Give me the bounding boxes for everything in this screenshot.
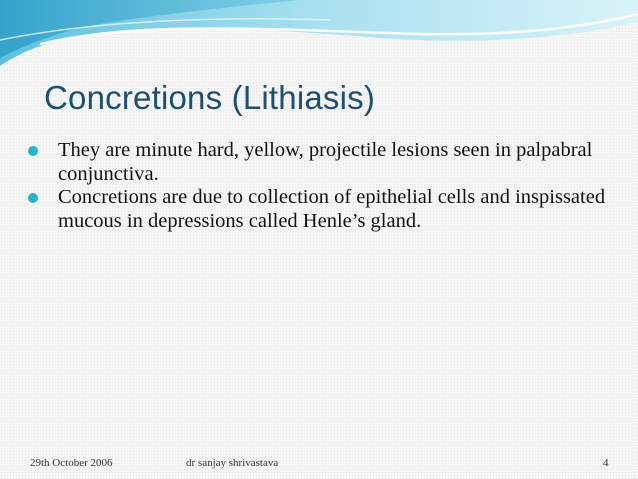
- bullet-dot-icon: [28, 193, 38, 203]
- bullet-text: Concretions are due to collection of epithelial cells and inspissated mucous in depressions called Henle’s gland.: [58, 186, 606, 232]
- bullet-dot-icon: [28, 146, 38, 156]
- bullet-item: [26, 139, 611, 186]
- header-wave-decoration: [0, 0, 638, 80]
- bullet-item: [26, 186, 611, 233]
- bullet-text: They are minute hard, yellow, projectile lesions seen in palpabral conjunctiva.: [58, 139, 593, 185]
- bullet-list: [26, 139, 611, 233]
- footer-date: 29th October 2006: [30, 457, 113, 469]
- slide-title: Concretions (Lithiasis): [44, 79, 376, 116]
- footer-author: dr sanjay shrivastava: [186, 457, 279, 469]
- page-number: 4: [603, 457, 609, 469]
